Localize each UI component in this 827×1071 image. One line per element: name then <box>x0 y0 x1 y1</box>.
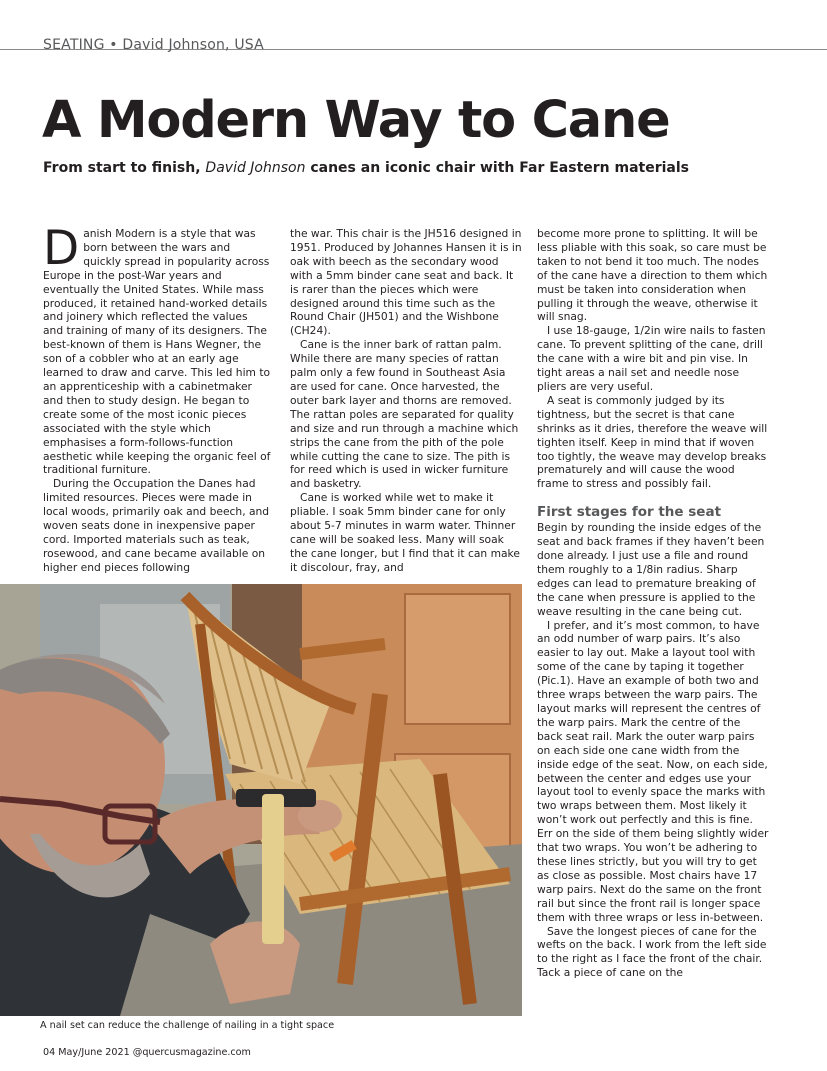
paragraph-text: anish Modern is a style that was born between the wars and quickly spread in popularity across Europe in the post-War years and eventually the United States. While mass produced, it retained hand-worked details and joinery which reflected the values and training of many of its designers. The best-known of them is Hans Wegner, the son of a cobbler who at an early age learned to draw and carve. This led him to an apprenticeship with a cabinetmaker and then to study design. He began to create some of the most iconic pieces associated with the style which emphasises a form-follows-function aesthetic while keeping the organic feel of traditional furniture. <box>43 227 271 477</box>
photo-caption: A nail set can reduce the challenge of nailing in a tight space <box>40 1020 335 1031</box>
subtitle-author: David Johnson <box>205 160 306 176</box>
article-subtitle <box>43 160 689 176</box>
paragraph: A seat is commonly judged by its tightness, but the secret is that cane shrinks as it dries, therefore the weave will tighten itself. Keep in mind that if woven too tightly, the weave may develop breaks prematurely and will cause the wood frame to stress and possibly fail. <box>537 393 768 491</box>
paragraph: During the Occupation the Danes had limited resources. Pieces were made in local woods, primarily oak and beech, and woven seats done in inexpensive paper cord. Imported materials such as teak, rosewood, and cane became available on higher end pieces following <box>43 477 270 574</box>
subtitle-prefix: From start to finish, <box>43 160 206 176</box>
paragraph: Begin by rounding the inside edges of the seat and back frames if they haven’t been done already. I just use a file and round them roughly to a 1/8in radius. Sharp edges can lead to premature breaking of the cane when pressure is applied to the weave resulting in the cane being cut. <box>537 521 765 618</box>
text-column-2 <box>290 227 522 575</box>
paragraph: the war. This chair is the JH516 designed in 1951. Produced by Johannes Hansen it is in oak with beech as the secondary wood with a 5mm binder cane seat and back. It is rarer than the pieces which were designed around this time such as the Round Chair (JH501) and the Wishbone (CH24). <box>290 227 522 338</box>
paragraph: I use 18-gauge, 1/2in wire nails to fasten cane. To prevent splitting of the cane, drill the cane with a wire bit and pin vise. In tight areas a nail set and needle nose pliers are very useful. <box>537 324 766 393</box>
page-footer: 04 May/June 2021 @quercusmagazine.com <box>43 1047 251 1058</box>
section-label: SEATING • David Johnson, USA <box>43 37 264 53</box>
drop-cap: D <box>43 221 80 276</box>
paragraph: Cane is worked while wet to make it pliable. I soak 5mm binder cane for only about 5-7 minutes in warm water. Thinner cane will be soaked less. Many will soak the cane longer, but I find that it can make it discolour, fray, and <box>290 491 520 574</box>
text-column-1 <box>43 221 271 575</box>
paragraph <box>43 221 271 477</box>
paragraph: Cane is the inner bark of rattan palm. While there are many species of rattan palm only a few found in Southeast Asia are used for cane. Once harvested, the outer bark layer and thorns are removed. The rattan poles are separated for quality and size and run through a machine which strips the cane from the pith of the pole while cutting the cane to size. The pith is for reed which is used in wicker furniture and basketry. <box>290 338 519 491</box>
paragraph: I prefer, and it’s most common, to have an odd number of warp pairs. It’s also easier to lay out. Make a layout tool with some of the cane by taping it together (Pic.1). Have an example of both two and three wraps between the warp pairs. The layout marks will represent the centres of the warp pairs. Mark the centre of the back seat rail. Mark the outer warp pairs on each side one cane width from the inside edge of the seat. Now, on each side, between the center and edges use your layout tool to evenly space the marks with two wraps between them. Most likely it won’t work out perfectly and this is fine. Err on the side of them being slightly wider that two wraps. You won’t be adhering to these lines strictly, but you will try to get as close as possible. Most chairs have 17 warp pairs. Next do the same on the front rail but since the front rail is longer space them with three wraps or less in-between. <box>537 618 769 924</box>
section-subhead: First stages for the seat <box>537 504 722 521</box>
paragraph: become more prone to splitting. It will be less pliable with this soak, so care must be taken to not bend it too much. The nodes of the cane have a direction to them which must be taken into consideration when pulling it through the weave, otherwise it will snag. <box>537 227 768 324</box>
subtitle-suffix: canes an iconic chair with Far Eastern materials <box>305 160 690 176</box>
article-title: A Modern Way to Cane <box>42 91 670 150</box>
text-column-3 <box>537 227 769 980</box>
article-photo <box>0 584 522 1016</box>
paragraph: Save the longest pieces of cane for the wefts on the back. I work from the left side to the right as I face the front of the chair. Tack a piece of cane on the <box>537 924 767 980</box>
